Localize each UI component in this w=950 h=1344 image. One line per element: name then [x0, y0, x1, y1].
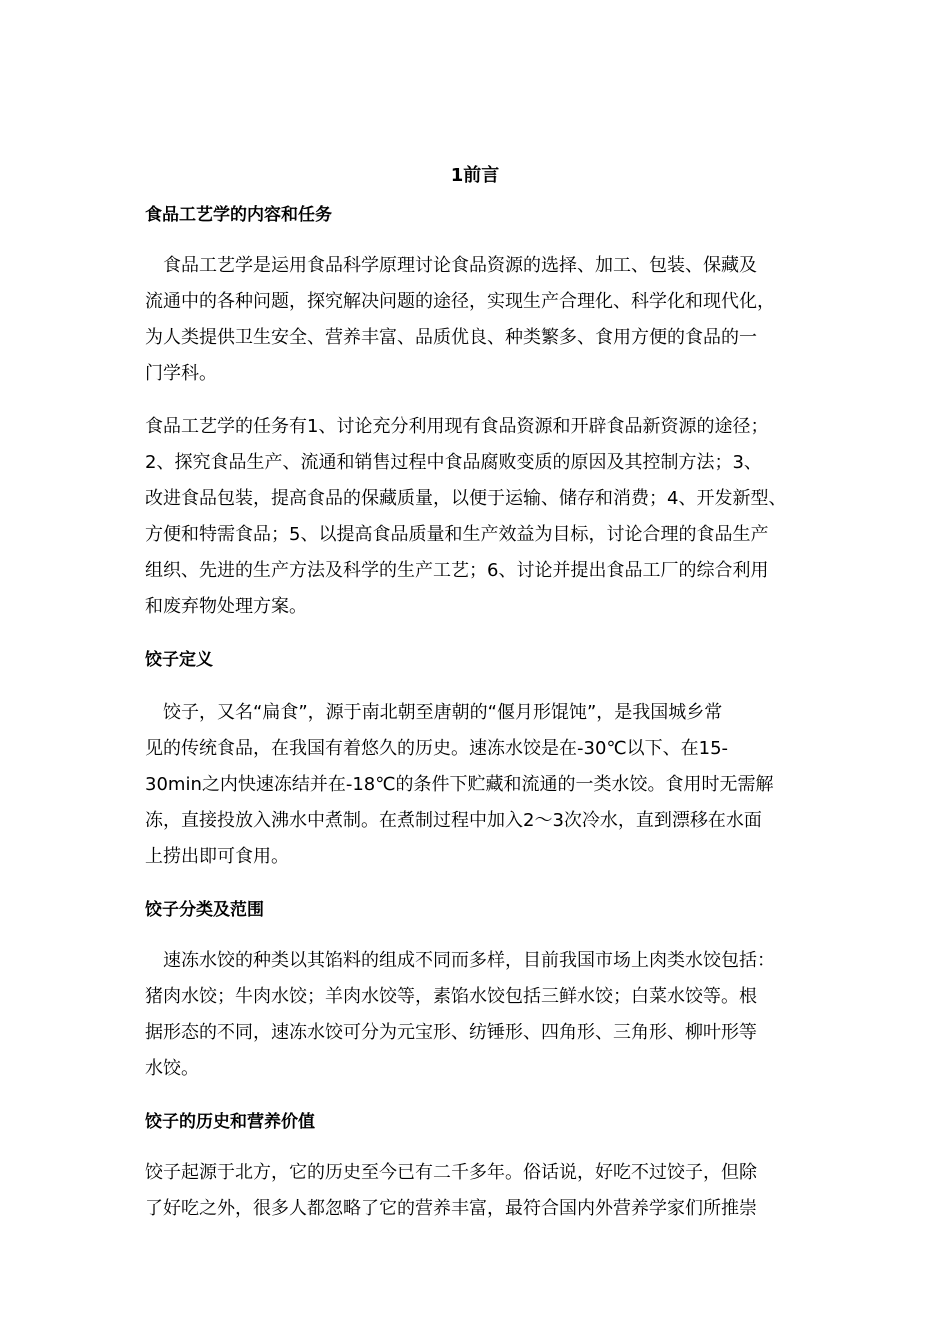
paragraph-line: 组织、先进的生产方法及科学的生产工艺；6、讨论并提出食品工厂的综合利用 — [145, 560, 769, 581]
paragraph-line: 方便和特需食品；5、以提高食品质量和生产效益为目标，讨论合理的食品生产 — [145, 524, 769, 545]
paragraph-line: 30min之内快速冻结并在-18℃的条件下贮藏和流通的一类水饺。食用时无需解 — [145, 774, 774, 795]
paragraph-line: 改进食品包装，提高食品的保藏质量，以便于运输、储存和消费；4、开发新型、 — [145, 488, 787, 509]
section-heading: 食品工艺学的内容和任务 — [145, 205, 332, 225]
paragraph-line: 见的传统食品，在我国有着悠久的历史。速冻水饺是在-30℃以下、在15- — [145, 738, 729, 759]
paragraph-line: 猪肉水饺；牛肉水饺；羊肉水饺等，素馅水饺包括三鲜水饺；白菜水饺等。根 — [145, 986, 757, 1007]
section-heading: 饺子分类及范围 — [145, 900, 264, 920]
paragraph-line: 冻，直接投放入沸水中煮制。在煮制过程中加入2～3次冷水，直到漂移在水面 — [145, 810, 762, 831]
paragraph-line: 食品工艺学的任务有1、讨论充分利用现有食品资源和开辟食品新资源的途径； — [145, 416, 769, 437]
paragraph-line: 据形态的不同，速冻水饺可分为元宝形、纺锤形、四角形、三角形、柳叶形等 — [145, 1022, 757, 1043]
section-heading: 饺子的历史和营养价值 — [145, 1112, 315, 1132]
paragraph-line: 速冻水饺的种类以其馅料的组成不同而多样，目前我国市场上肉类水饺包括： — [163, 950, 775, 971]
paragraph-line: 为人类提供卫生安全、营养丰富、品质优良、种类繁多、食用方便的食品的一 — [145, 327, 757, 348]
paragraph-line: 饺子起源于北方，它的历史至今已有二千多年。俗话说，好吃不过饺子，但除 — [145, 1162, 757, 1183]
paragraph-line: 和废弃物处理方案。 — [145, 596, 307, 617]
paragraph-line: 了好吃之外，很多人都忽略了它的营养丰富，最符合国内外营养学家们所推崇 — [145, 1198, 757, 1219]
paragraph-line: 上捞出即可食用。 — [145, 846, 289, 867]
paragraph-line: 食品工艺学是运用食品科学原理讨论食品资源的选择、加工、包装、保藏及 — [163, 255, 757, 276]
paragraph-line: 流通中的各种问题，探究解决问题的途径，实现生产合理化、科学化和现代化， — [145, 291, 775, 312]
paragraph-line: 门学科。 — [145, 363, 217, 384]
paragraph-line: 水饺。 — [145, 1058, 199, 1079]
page-title: 1前言 — [450, 165, 500, 186]
paragraph-line: 饺子，又名“扁食”，源于南北朝至唐朝的“偃月形馄饨”，是我国城乡常 — [163, 702, 723, 723]
section-heading: 饺子定义 — [145, 650, 213, 670]
paragraph-line: 2、探究食品生产、流通和销售过程中食品腐败变质的原因及其控制方法；3、 — [145, 452, 762, 473]
